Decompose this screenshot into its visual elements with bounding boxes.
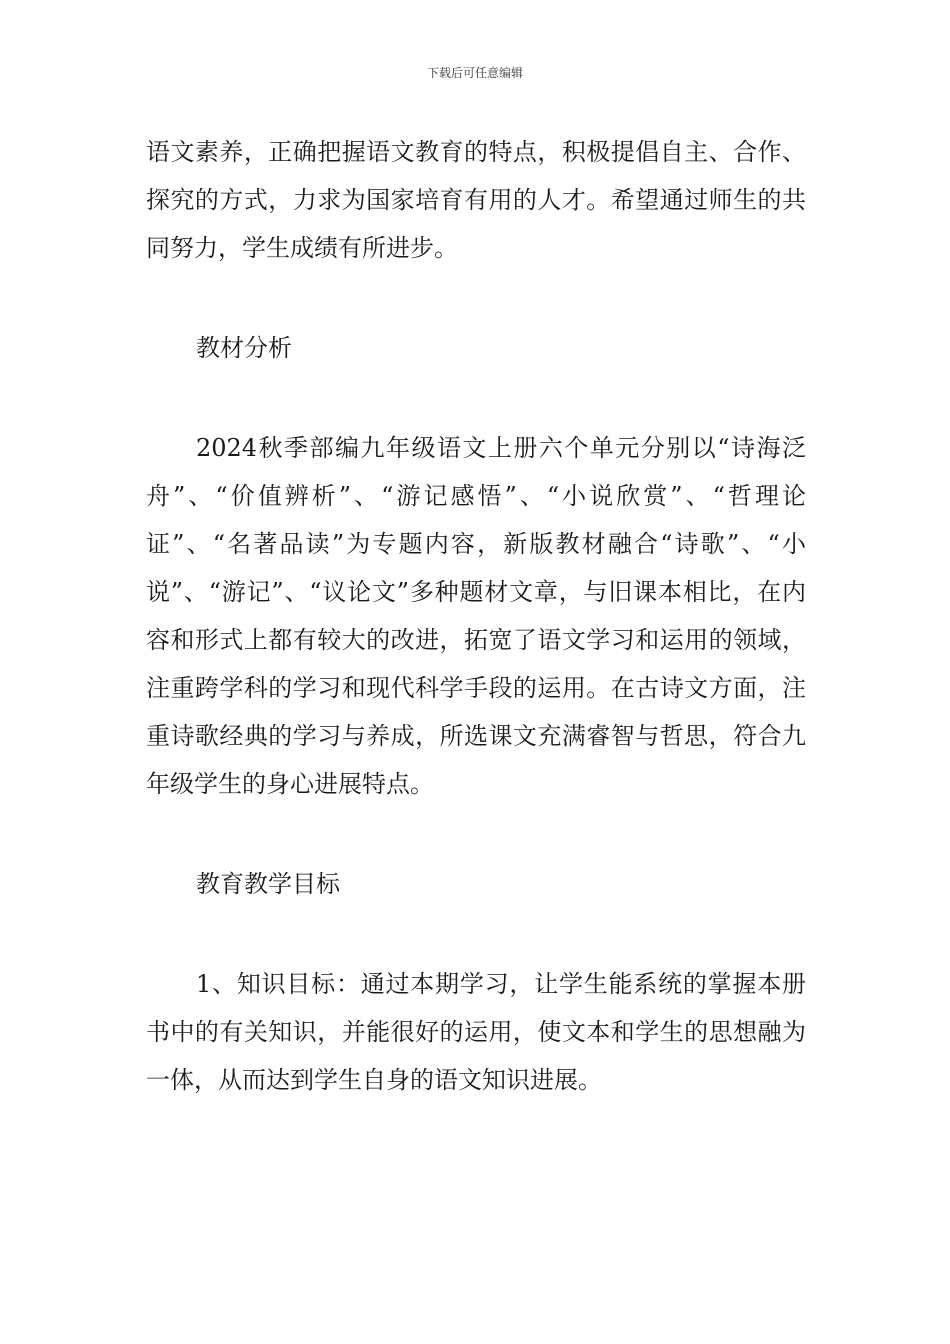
paragraph-gap	[146, 272, 806, 324]
paragraph-gap	[146, 908, 806, 960]
section-heading-teaching-goals: 教育教学目标	[196, 870, 340, 898]
page-header: 下载后可任意编辑	[426, 66, 523, 80]
paragraph-knowledge-goal: 1、知识目标：通过本期学习，让学生能系统的掌握本册书中的有关知识，并能很好的运用，使文本和学生的思想融为一体，从而达到学生自身的语文知识进展。	[146, 970, 806, 1094]
paragraph-intro-continuation: 语文素养，正确把握语文教育的特点，积极提倡自主、合作、探究的方式，力求为国家培育有用的人才。希望通过师生的共同努力，学生成绩有所进步。	[146, 138, 806, 262]
paragraph-gap	[146, 808, 806, 860]
section-heading-textbook-analysis: 教材分析	[196, 334, 292, 362]
paragraph-gap	[146, 372, 806, 424]
paragraph-textbook-analysis: 2024秋季部编九年级语文上册六个单元分别以“诗海泛舟”、“价值辨析”、“游记感悟”、“小说欣赏”、“哲理论证”、“名著品读”为专题内容，新版教材融合“诗歌”、“小说”、“游记”、“议论文”多种题材文章，与旧课本相比，在内容和形式上都有较大的改进，拓宽了语文学习和运用的领域，注重跨学科的学习和现代科学手段的运用。在古诗文方面，注重诗歌经典的学习与养成，所选课文充满睿智与哲思，符合九年级学生的身心进展特点。	[146, 434, 806, 798]
document-body	[146, 128, 806, 1104]
